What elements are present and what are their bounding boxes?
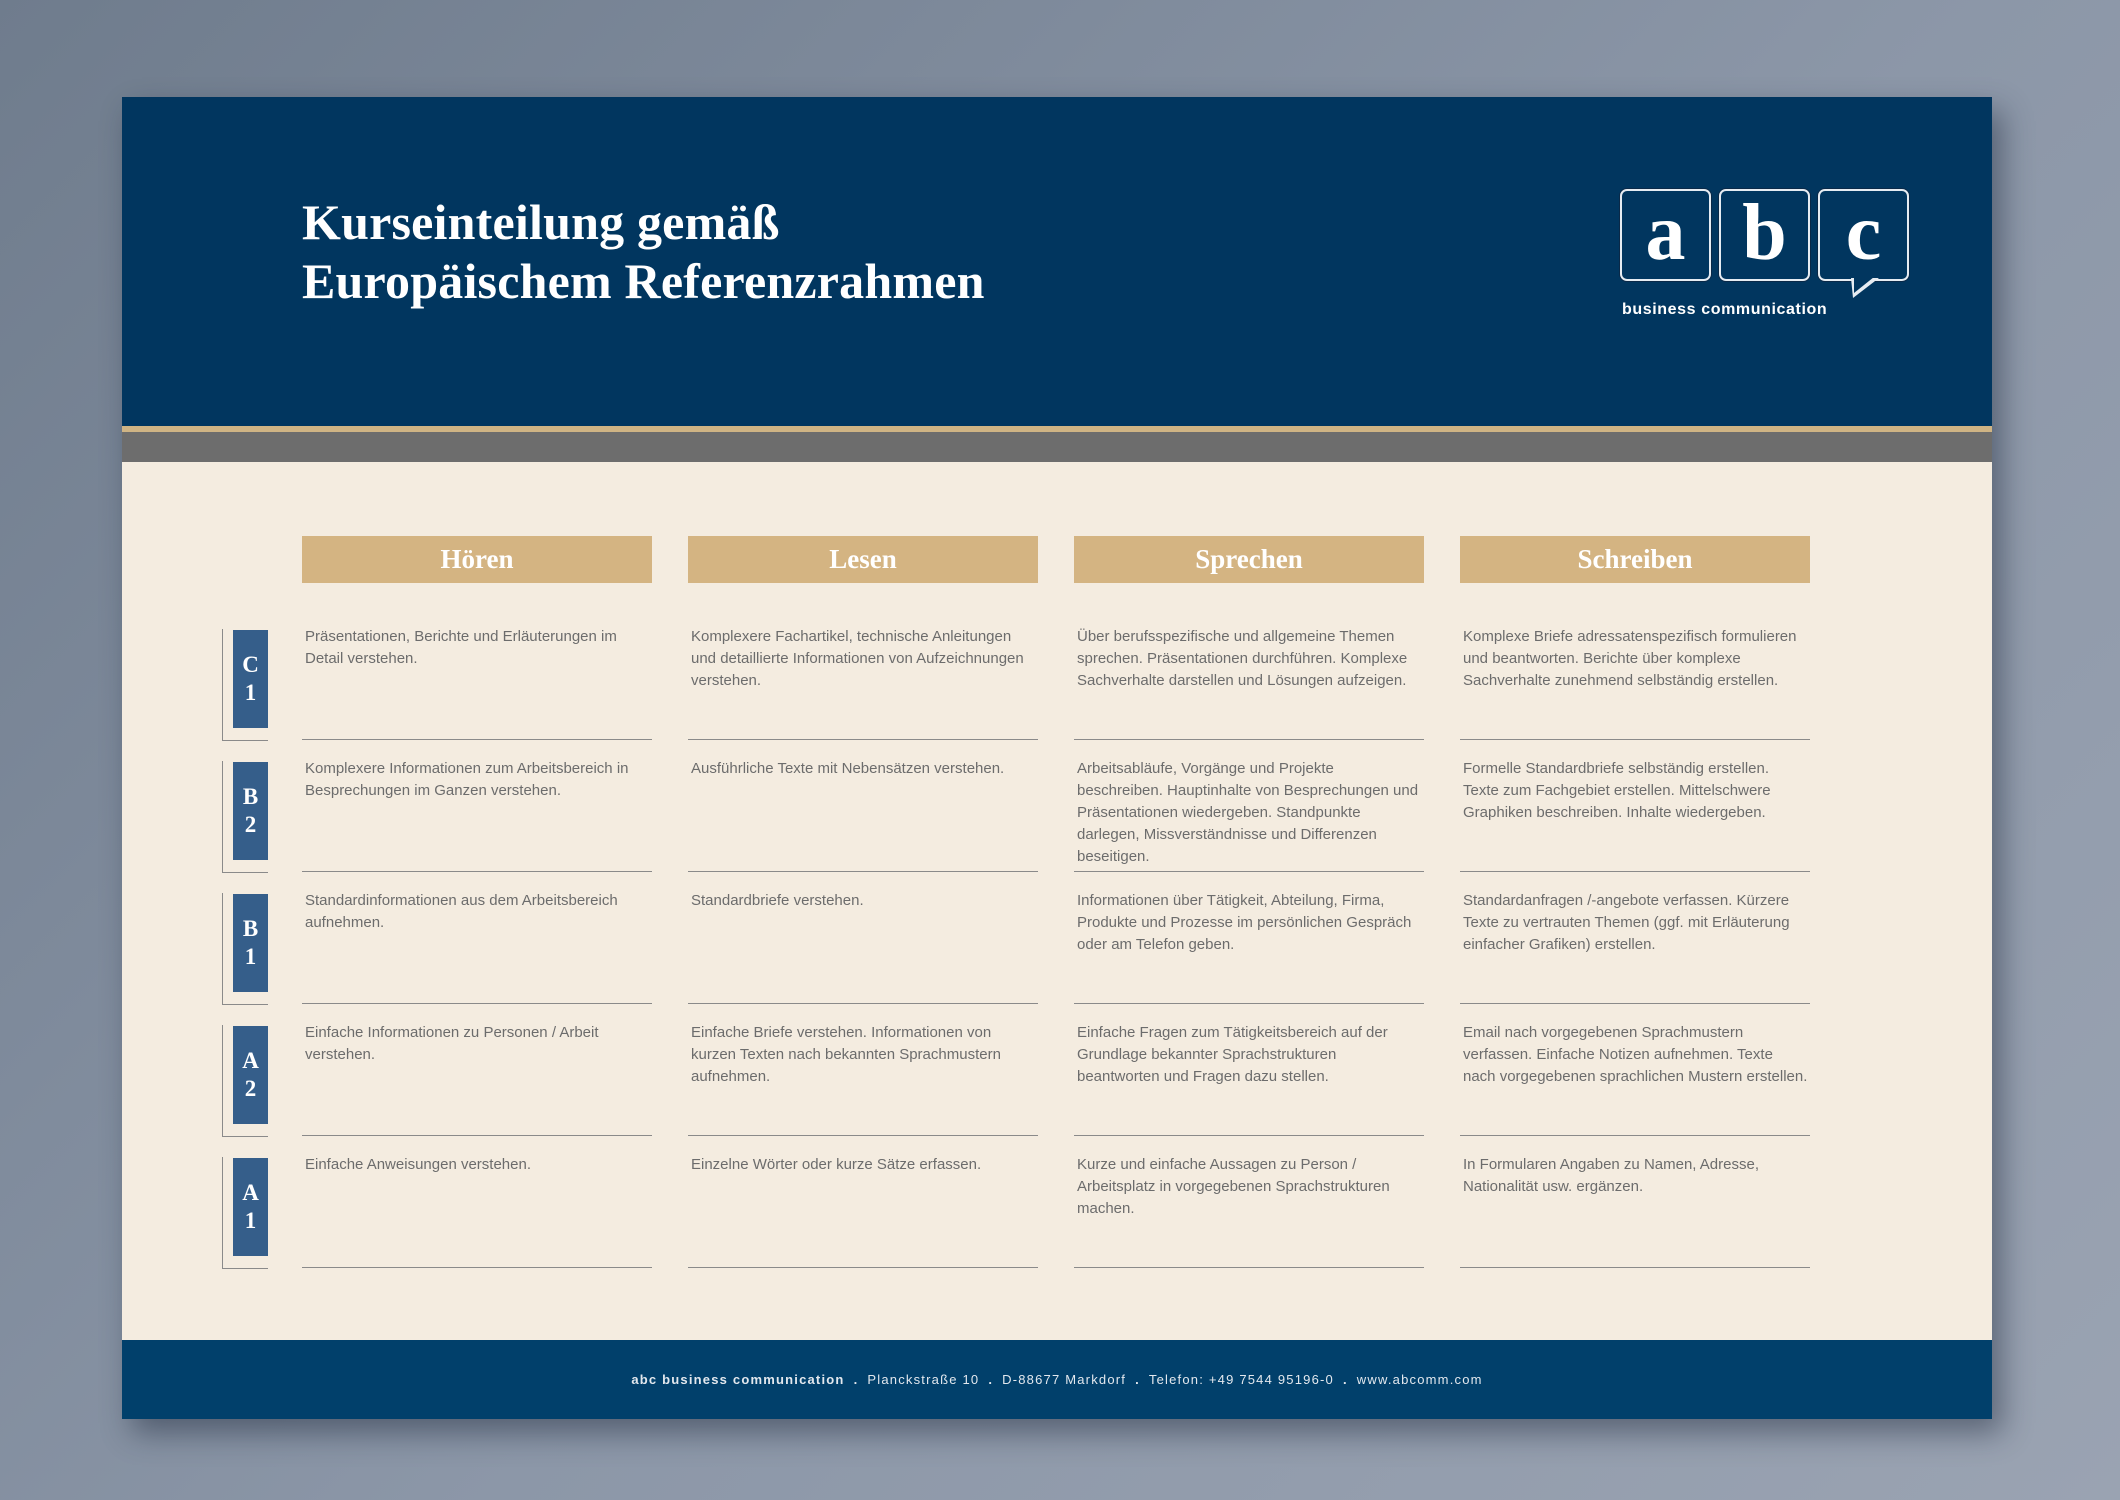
title-line-2: Europäischem Referenzrahmen [302,253,985,309]
level-number: 1 [244,1208,257,1233]
cell-b1-lesen: Standardbriefe verstehen. [691,892,864,909]
cell-b1-sprechen: Informationen über Tätigkeit, Abteilung, Firma, Produkte und Prozesse im persönlichen Gespräch oder am Telefon geben. [1077,892,1412,953]
cell-b1-schreiben: Standardanfragen /-angebote verfassen. Kürzere Texte zu vertrauten Themen (ggf. mit Erläuterung einfacher Grafiken) erstellen. [1463,892,1790,953]
level-tag-a2 [233,1026,268,1124]
poster-sheet [122,97,1992,1419]
cell-divider [688,739,1038,740]
cell-b2-hren: Komplexere Informationen zum Arbeitsbereich in Besprechungen im Ganzen verstehen. [305,760,629,799]
level-letter: A [242,1180,259,1205]
level-number: 2 [244,1076,257,1101]
cell-a2-schreiben: Email nach vorgegebenen Sprachmustern verfassen. Einfache Notizen aufnehmen. Texte nach vorgegebenen sprachlichen Mustern erstellen. [1463,1024,1808,1085]
cell-divider [1074,1003,1424,1004]
column-header-sprechen: Sprechen [1074,536,1424,583]
footer-phone: Telefon: +49 7544 95196-0 [1148,1372,1334,1387]
cell-a1-sprechen: Kurze und einfache Aussagen zu Person / Arbeitsplatz in vorgegebenen Sprachstrukturen machen. [1077,1156,1390,1217]
level-number: 1 [244,680,257,705]
level-tag-b1 [233,894,268,992]
level-letter: C [242,652,259,677]
logo-caption: business communication [1622,301,1828,318]
level-tag-a1 [233,1158,268,1256]
level-number: 2 [244,812,257,837]
cell-a2-hren: Einfache Informationen zu Personen / Arbeit verstehen. [305,1024,599,1063]
cell-c1-hren: Präsentationen, Berichte und Erläuterungen im Detail verstehen. [305,628,617,667]
title-line-1: Kurseinteilung gemäß [302,194,780,250]
column-header-lesen: Lesen [688,536,1038,583]
cell-divider [302,871,652,872]
logo-letter-c: c [1818,189,1909,281]
cell-divider [1074,1135,1424,1136]
cell-divider [688,871,1038,872]
cell-c1-schreiben: Komplexe Briefe adressatenspezifisch formulieren und beantworten. Berichte über komplexe Sachverhalte zunehmend selbständig erstellen. [1463,628,1797,689]
cell-a1-hren: Einfache Anweisungen verstehen. [305,1156,531,1173]
cell-c1-sprechen: Über berufsspezifische und allgemeine Themen sprechen. Präsentationen durchführen. Komplexe Sachverhalte darstellen und Lösungen aufzeigen. [1077,628,1408,689]
cell-divider [302,1003,652,1004]
cell-divider [302,739,652,740]
cell-a1-lesen: Einzelne Wörter oder kurze Sätze erfassen. [691,1156,982,1173]
cell-divider [1074,1267,1424,1268]
level-tag-c1 [233,630,268,728]
footer-company: abc business communication [631,1372,845,1387]
cell-b1-hren: Standardinformationen aus dem Arbeitsbereich aufnehmen. [305,892,618,931]
cell-divider [1460,1267,1810,1268]
cell-b2-lesen: Ausführliche Texte mit Nebensätzen verstehen. [691,760,1005,777]
cell-divider [302,1135,652,1136]
cell-divider [1460,871,1810,872]
cell-divider [688,1003,1038,1004]
column-header-hren: Hören [302,536,652,583]
cell-divider [1074,739,1424,740]
level-letter: B [242,784,259,809]
cell-divider [1074,871,1424,872]
footer-website: www.abcomm.com [1356,1372,1483,1387]
level-tag-b2 [233,762,268,860]
header-banner [122,97,1992,426]
cell-c1-lesen: Komplexere Fachartikel, technische Anleitungen und detaillierte Informationen von Aufzeichnungen verstehen. [691,628,1024,689]
cell-divider [688,1135,1038,1136]
cell-divider [1460,1135,1810,1136]
abc-logo [1620,189,1920,329]
cell-a2-sprechen: Einfache Fragen zum Tätigkeitsbereich auf der Grundlage bekannter Sprachstrukturen beantworten und Fragen dazu stellen. [1077,1024,1388,1085]
cell-b2-schreiben: Formelle Standardbriefe selbständig erstellen. Texte zum Fachgebiet erstellen. Mittelschwere Graphiken beschreiben. Inhalte wiedergeben. [1463,760,1771,821]
grey-band [122,432,1992,462]
page-title [302,193,985,311]
cell-divider [1460,739,1810,740]
cell-b2-sprechen: Arbeitsabläufe, Vorgänge und Projekte beschreiben. Hauptinhalte von Besprechungen und Präsentationen wiedergeben. Standpunkte darlegen, Missverständnisse und Differenzen beseitigen. [1077,760,1419,865]
cell-a1-schreiben: In Formularen Angaben zu Namen, Adresse, Nationalität usw. ergänzen. [1463,1156,1760,1195]
logo-letter-b: b [1719,189,1810,281]
level-letter: A [242,1048,259,1073]
cell-a2-lesen: Einfache Briefe verstehen. Informationen von kurzen Texten nach bekannten Sprachmustern aufnehmen. [691,1024,1001,1085]
logo-letter-a: a [1620,189,1711,281]
cell-divider [302,1267,652,1268]
column-header-schreiben: Schreiben [1460,536,1810,583]
cell-divider [688,1267,1038,1268]
level-letter: B [242,916,259,941]
footer-bar: abc business communication . Planckstraße 10 . D-88677 Markdorf . Telefon: +49 7544 95196-0 . www.abcomm.com [122,1340,1992,1419]
footer-street: Planckstraße 10 [867,1372,980,1387]
cell-divider [1460,1003,1810,1004]
level-number: 1 [244,944,257,969]
footer-city: D-88677 Markdorf [1002,1372,1127,1387]
